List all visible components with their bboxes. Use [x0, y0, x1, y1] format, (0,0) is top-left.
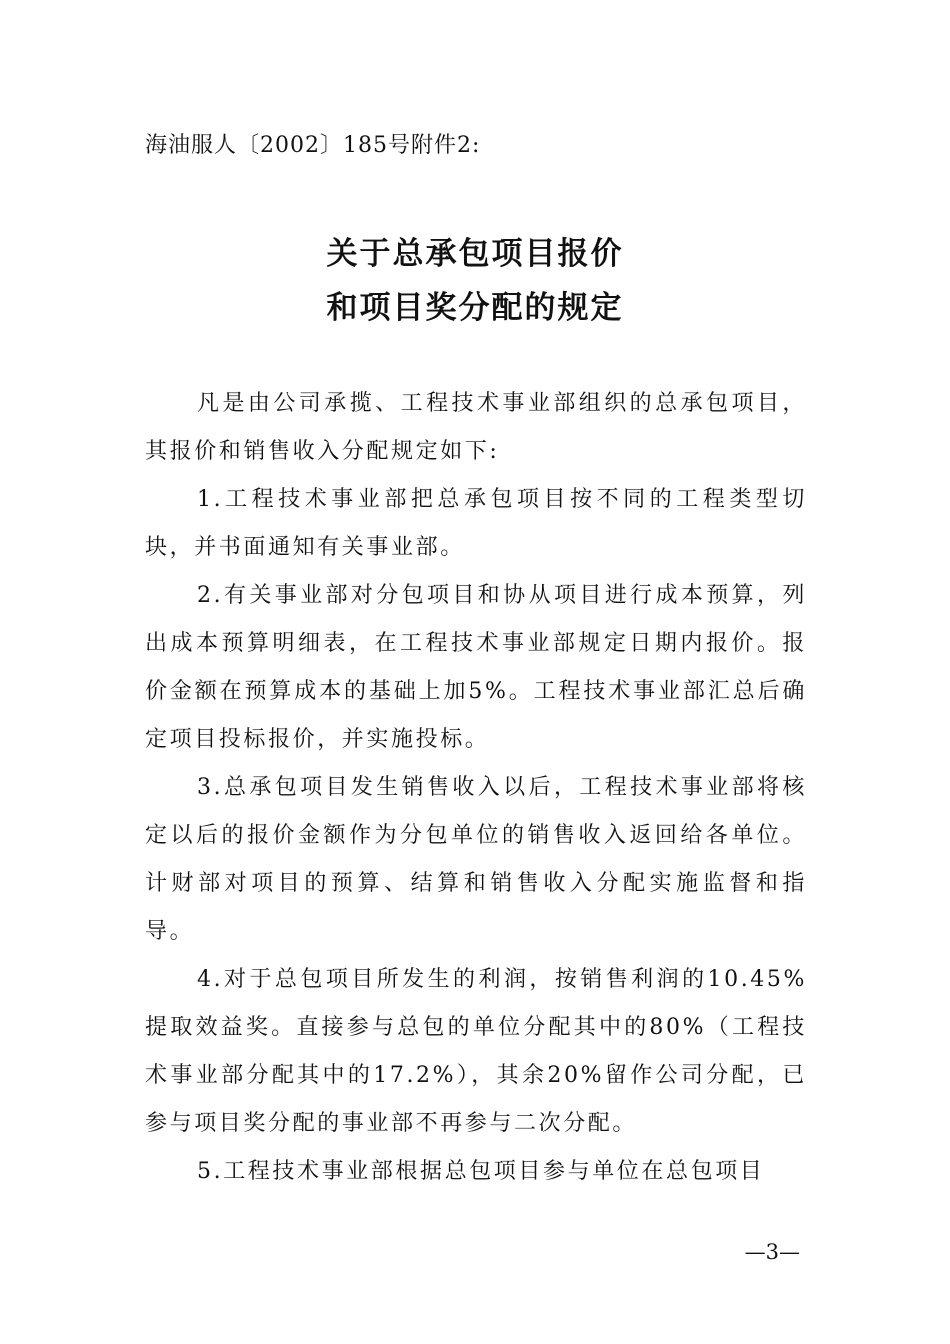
paragraph-5: 5.工程技术事业部根据总包项目参与单位在总包项目	[197, 1159, 765, 1184]
title-line-2: 和项目奖分配的规定	[326, 290, 624, 326]
paragraph-4: 4.对于总包项目所发生的利润，按销售利润的10.45%提取效益奖。直接参与总包的单位分配其中的80%（工程技术事业部分配其中的17.2%），其余20%留作公司分配，已参与项目奖分配的事业部不再参与二次分配。	[145, 967, 807, 1136]
page-number: —3—	[744, 1240, 800, 1264]
title-line-1: 关于总承包项目报价	[326, 236, 624, 272]
paragraph-3: 3.总承包项目发生销售收入以后，工程技术事业部将核定以后的报价金额作为分包单位的销售收入返回给各单位。计财部对项目的预算、结算和销售收入分配实施监督和指导。	[145, 775, 807, 944]
paragraph-1: 1.工程技术事业部把总承包项目按不同的工程类型切块，并书面通知有关事业部。	[145, 487, 807, 560]
paragraph-intro: 凡是由公司承揽、工程技术事业部组织的总承包项目，其报价和销售收入分配规定如下:	[145, 391, 807, 464]
document-body	[145, 380, 807, 1196]
paragraph-2: 2.有关事业部对分包项目和协从项目进行成本预算，列出成本预算明细表，在工程技术事业部规定日期内报价。报价金额在预算成本的基础上加5%。工程技术事业部汇总后确定项目投标报价，并实施投标。	[145, 583, 807, 752]
document-reference: 海油服人〔2002〕185号附件2:	[145, 133, 481, 158]
